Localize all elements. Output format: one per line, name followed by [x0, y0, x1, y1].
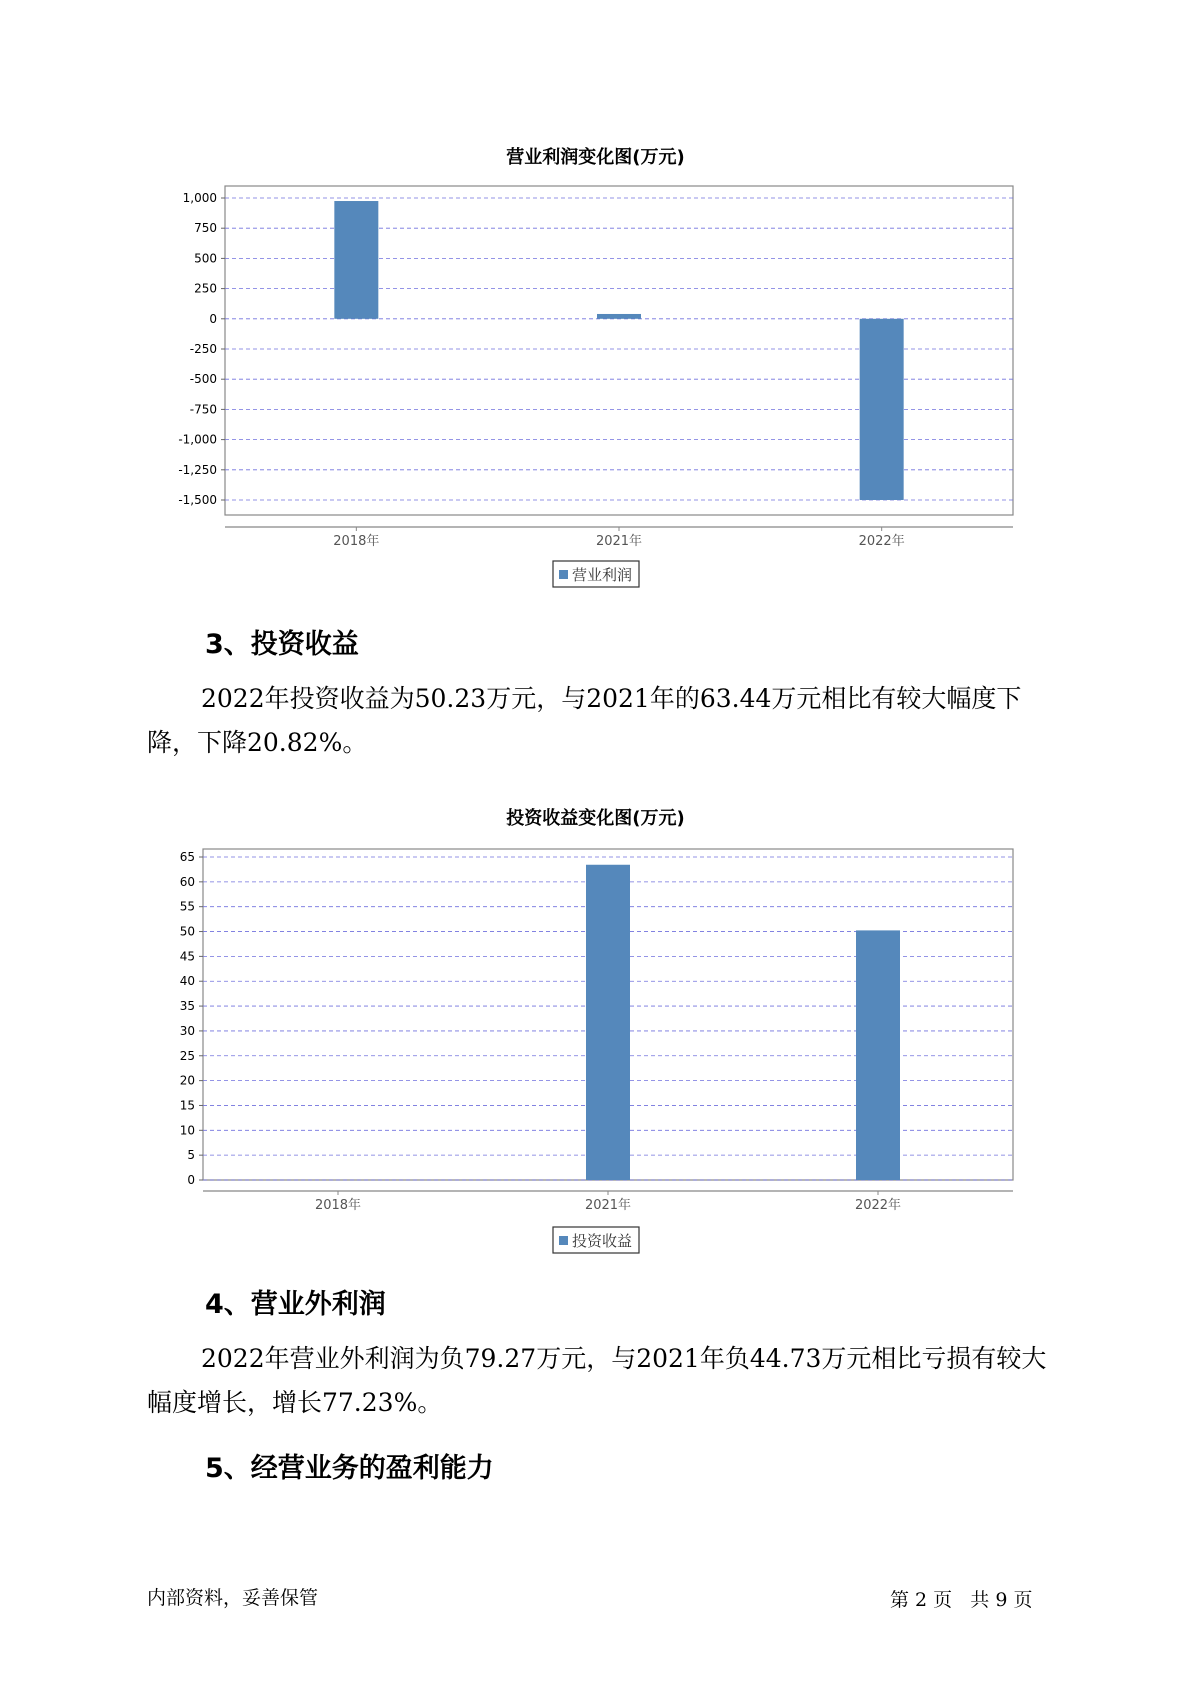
x-tick-label: 2018年: [333, 534, 380, 549]
bar-2018年: [334, 201, 378, 319]
paragraph-investment-income: 2022年投资收益为50.23万元，与2021年的63.44万元相比有较大幅度下降，下降20.82%。: [147, 684, 1022, 757]
footer-page-number: 第 2 页 共 9 页: [890, 1589, 1033, 1611]
bar-2021年: [586, 865, 630, 1180]
legend-swatch: [559, 1236, 568, 1245]
y-tick-label: 1,000: [182, 191, 217, 205]
x-tick-label: 2021年: [584, 1198, 632, 1213]
y-tick-label: 500: [194, 251, 217, 266]
legend-label: 投资收益: [572, 1232, 633, 1250]
legend: [553, 1227, 639, 1253]
y-tick-label: 40: [179, 974, 195, 989]
section-heading-investment-income: 3、投资收益: [205, 629, 359, 660]
y-tick-label: 250: [194, 281, 217, 296]
y-tick-label: -1,500: [178, 493, 217, 507]
y-tick-label: 60: [179, 874, 195, 889]
y-tick-label: 750: [194, 221, 217, 236]
y-tick-label: 65: [179, 850, 195, 864]
y-tick-label: 50: [179, 924, 195, 939]
y-tick-label: 25: [179, 1048, 195, 1063]
x-tick-label: 2022年: [854, 1198, 902, 1213]
legend-label: 营业利润: [572, 566, 633, 584]
x-tick-label: 2018年: [314, 1198, 362, 1213]
y-tick-label: 15: [179, 1098, 195, 1113]
bar-2022年: [856, 930, 900, 1180]
y-tick-label: 45: [179, 949, 195, 964]
footer-confidential-note: 内部资料，妥善保管: [147, 1587, 319, 1609]
y-tick-label: -250: [189, 342, 217, 356]
y-tick-label: -1,250: [178, 462, 217, 477]
y-tick-label: 0: [187, 1173, 195, 1187]
investment-income-chart: [0, 830, 1191, 1250]
section-heading-non-operating-profit: 4、营业外利润: [205, 1289, 386, 1320]
y-tick-label: -1,000: [178, 432, 217, 447]
x-tick-label: 2021年: [595, 534, 643, 549]
x-tick-label: 2022年: [858, 534, 905, 549]
y-tick-label: 55: [179, 899, 195, 914]
section-heading-business-profitability: 5、经营业务的盈利能力: [205, 1453, 494, 1484]
bar-2021年: [597, 314, 641, 319]
y-tick-label: 5: [187, 1148, 195, 1163]
y-tick-label: -750: [189, 402, 217, 417]
operating-profit-chart: [0, 170, 1191, 590]
y-tick-label: 20: [179, 1073, 195, 1088]
y-tick-label: -500: [189, 372, 217, 387]
legend-swatch: [559, 570, 568, 579]
paragraph-non-operating-profit: 2022年营业外利润为负79.27万元，与2021年负44.73万元相比亏损有较大幅度增长，增长77.23%。: [147, 1344, 1047, 1417]
y-tick-label: 10: [179, 1123, 195, 1138]
y-tick-label: 0: [209, 311, 217, 326]
bar-2022年: [860, 319, 904, 500]
legend: [553, 561, 639, 587]
y-tick-label: 35: [179, 999, 195, 1014]
chart-title-operating-profit: 营业利润变化图(万元): [506, 147, 685, 168]
y-tick-label: 30: [179, 1023, 195, 1038]
chart-title-investment-income: 投资收益变化图(万元): [506, 808, 685, 829]
